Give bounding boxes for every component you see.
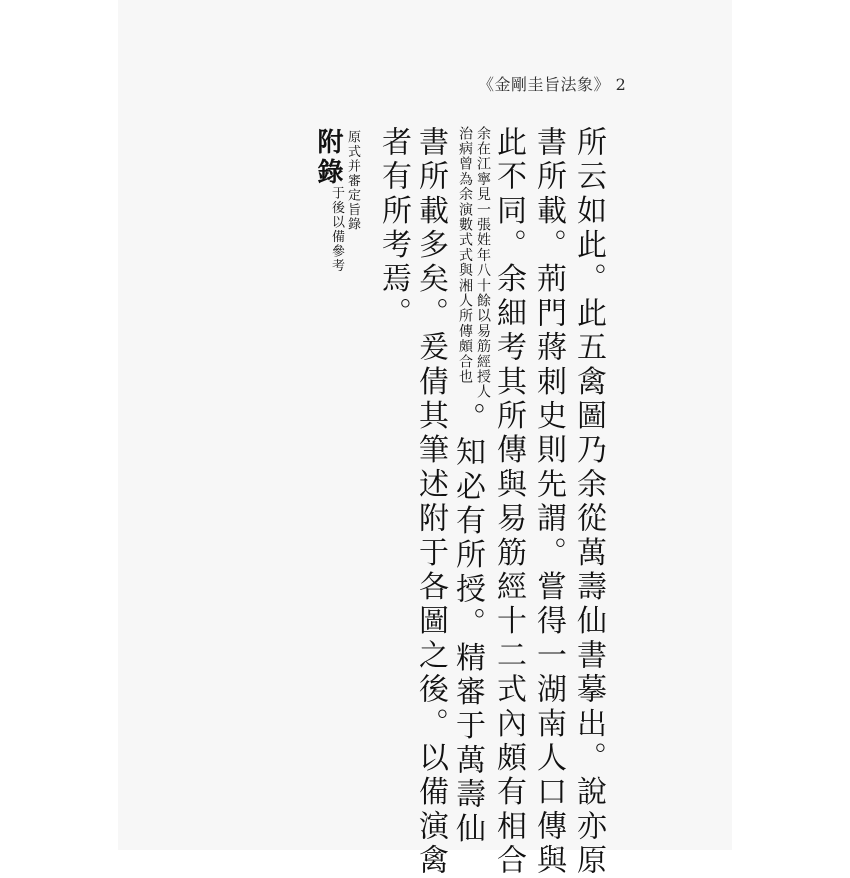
text-column-1: 所云如此。此五禽圖乃余從萬壽仙書摹出。說亦原 — [571, 126, 606, 878]
text-column-4-continuation: 。知必有所授。精審于萬壽仙 — [450, 402, 485, 847]
appendix-title: 附錄 — [313, 128, 343, 188]
appendix-note-right: 原式并審定旨錄 — [345, 130, 360, 232]
annotation-column-1: 余在江寧見一張姓年八十餘以易筋經授人 — [475, 126, 491, 400]
text-column-5: 書所載多矣。爰倩其筆述附于各圖之後。以備演禽 — [413, 126, 448, 878]
text-column-2: 書所載。荊門蔣刺史則先謂。嘗得一湖南人口傳與 — [531, 126, 566, 878]
text-column-6: 者有所考焉。 — [376, 126, 411, 332]
annotation-column-2: 治病曾為余演數式式與湘人所傳頗合也 — [457, 126, 473, 385]
running-header: 《金剛圭旨法象》 2 — [478, 75, 627, 94]
appendix-note-left: 于後以備參考 — [329, 186, 344, 273]
text-column-3: 此不同。余細考其所傳與易筋經十二式內頗有相合 — [491, 126, 526, 878]
